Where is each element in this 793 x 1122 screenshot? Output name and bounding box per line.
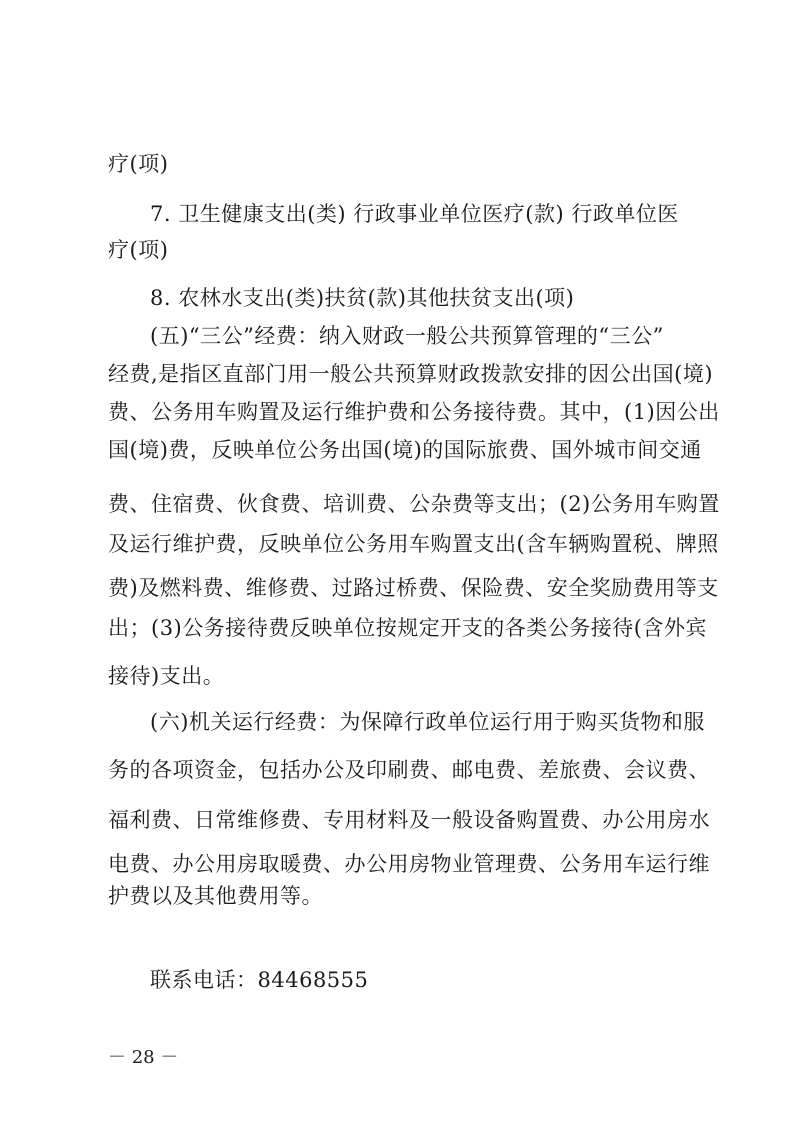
text-line: 经费,是指区直部门用一般公共预算财政拨款安排的因公出国(境) <box>108 362 714 386</box>
text-line: 国(境)费，反映单位公务出国(境)的国际旅费、国外城市间交通 <box>108 438 702 462</box>
text-line: 费)及燃料费、维修费、过路过桥费、保险费、安全奖励费用等支 <box>108 576 719 600</box>
contact-phone: 联系电话：84468555 <box>150 968 369 992</box>
text-line: (六)机关运行经费：为保障行政单位运行用于购买货物和服 <box>150 710 705 734</box>
text-line: (五)“三公”经费：纳入财政一般公共预算管理的“三公” <box>150 324 664 348</box>
text-line: 疗(项) <box>108 152 169 176</box>
text-line: 疗(项) <box>108 238 169 262</box>
text-line: 电费、办公用房取暖费、办公用房物业管理费、公务用车运行维 <box>108 852 710 876</box>
text-line: 出；(3)公务接待费反映单位按规定开支的各类公务接待(含外宾 <box>108 616 707 640</box>
text-line: 8. 农林水支出(类)扶贫(款)其他扶贫支出(项) <box>150 286 575 310</box>
text-line: 务的各项资金，包括办公及印刷费、邮电费、差旅费、会议费、 <box>108 758 710 782</box>
text-line: 福利费、日常维修费、专用材料及一般设备购置费、办公用房水 <box>108 808 710 832</box>
text-line: 护费以及其他费用等。 <box>108 884 323 908</box>
text-line: 费、公务用车购置及运行维护费和公务接待费。其中，(1)因公出 <box>108 400 720 424</box>
text-line: 费、住宿费、伙食费、培训费、公杂费等支出；(2)公务用车购置 <box>108 492 720 516</box>
text-line: 接待)支出。 <box>108 664 225 688</box>
text-line: 7. 卫生健康支出(类) 行政事业单位医疗(款) 行政单位医 <box>150 202 679 226</box>
page-number: － 28 － <box>108 1047 179 1068</box>
text-line: 及运行维护费，反映单位公务用车购置支出(含车辆购置税、牌照 <box>108 532 719 556</box>
